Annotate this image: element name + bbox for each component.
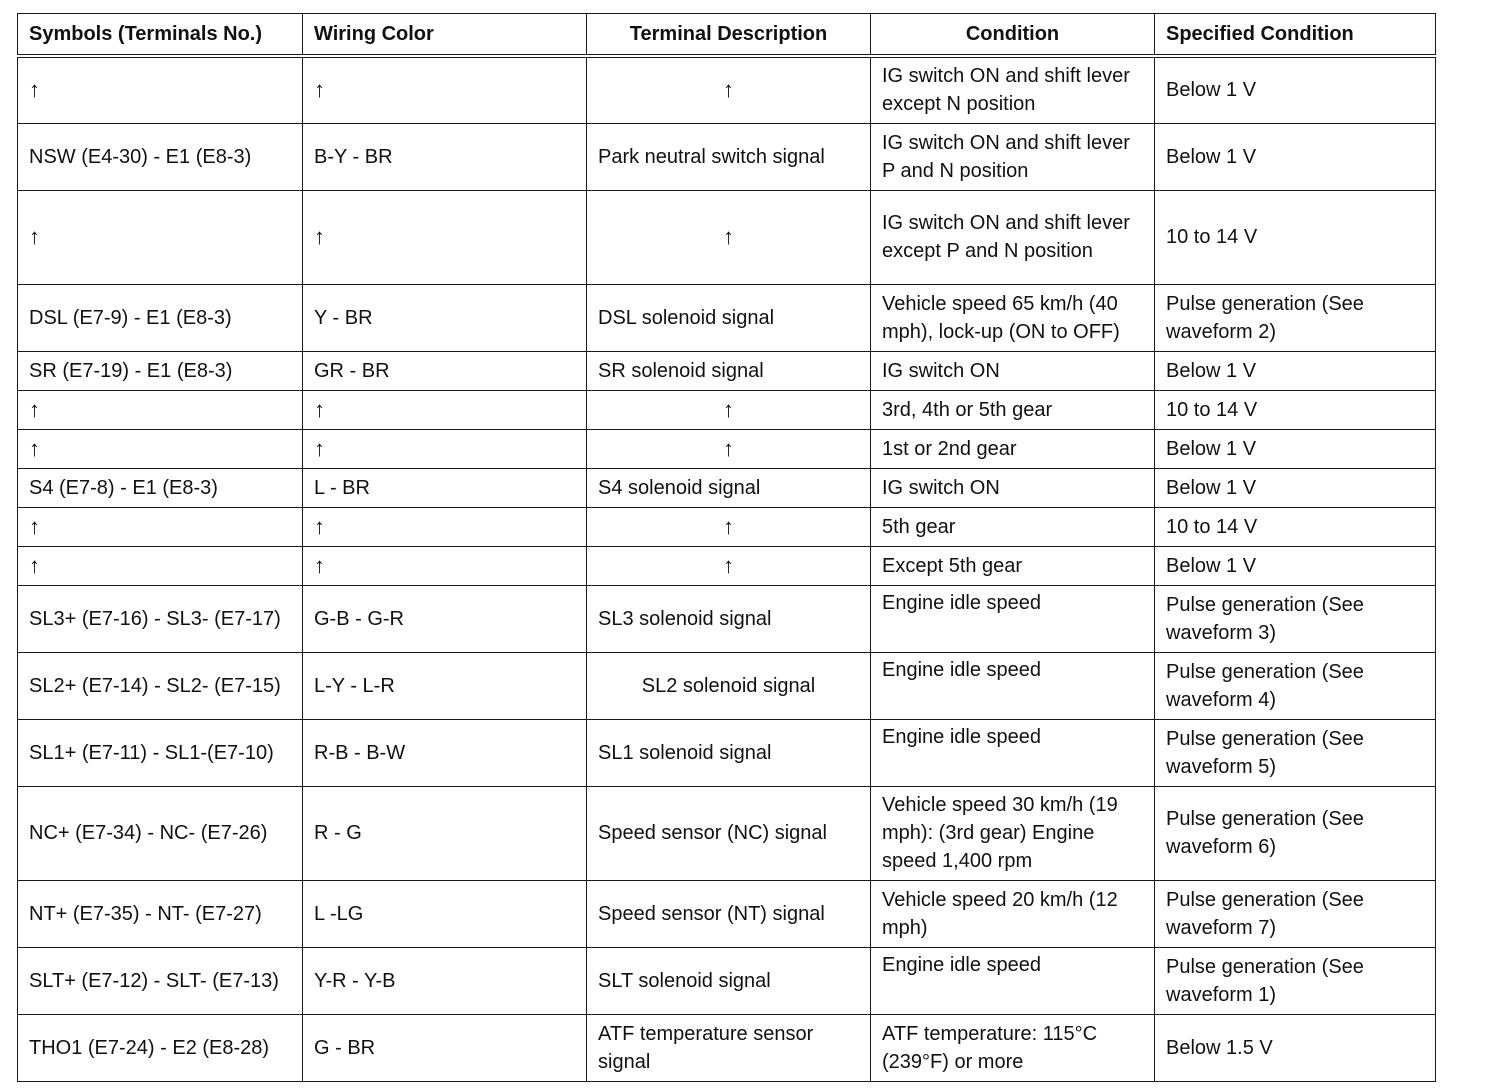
table-body <box>18 56 1436 1081</box>
table-row <box>18 719 1436 786</box>
wiring-color-cell: L-Y - L-R <box>303 652 587 719</box>
condition-cell: ATF temperature: 115°C (239°F) or more <box>871 1014 1155 1081</box>
condition-cell: IG switch ON <box>871 351 1155 390</box>
description-cell: SL2 solenoid signal <box>587 652 871 719</box>
symbol-cell: S4 (E7-8) - E1 (E8-3) <box>18 468 303 507</box>
table-row <box>18 546 1436 585</box>
table-row <box>18 190 1436 284</box>
specified-condition-cell: 10 to 14 V <box>1155 390 1436 429</box>
symbol-cell: SL3+ (E7-16) - SL3- (E7-17) <box>18 585 303 652</box>
description-cell: SLT solenoid signal <box>587 947 871 1014</box>
table-row <box>18 351 1436 390</box>
specified-condition-cell: Below 1 V <box>1155 123 1436 190</box>
symbol-cell: SR (E7-19) - E1 (E8-3) <box>18 351 303 390</box>
wiring-color-cell: G - BR <box>303 1014 587 1081</box>
condition-cell: Vehicle speed 20 km/h (12 mph) <box>871 880 1155 947</box>
condition-cell: Vehicle speed 30 km/h (19 mph): (3rd gear) Engine speed 1,400 rpm <box>871 786 1155 880</box>
condition-cell: Engine idle speed <box>871 585 1155 652</box>
specified-condition-cell: Pulse generation (See waveform 5) <box>1155 719 1436 786</box>
specified-condition-cell: Pulse generation (See waveform 1) <box>1155 947 1436 1014</box>
symbol-cell: NC+ (E7-34) - NC- (E7-26) <box>18 786 303 880</box>
wiring-color-cell: Y-R - Y-B <box>303 947 587 1014</box>
condition-cell: IG switch ON <box>871 468 1155 507</box>
description-cell: S4 solenoid signal <box>587 468 871 507</box>
wiring-color-cell: B-Y - BR <box>303 123 587 190</box>
header-terminal-description: Terminal Description <box>587 14 871 57</box>
specified-condition-cell: Pulse generation (See waveform 2) <box>1155 284 1436 351</box>
header-symbols: Symbols (Terminals No.) <box>18 14 303 57</box>
specified-condition-cell: Below 1 V <box>1155 56 1436 123</box>
specified-condition-cell: Pulse generation (See waveform 6) <box>1155 786 1436 880</box>
specified-condition-cell: Pulse generation (See waveform 4) <box>1155 652 1436 719</box>
symbol-cell: ↑ <box>18 190 303 284</box>
description-cell: ↑ <box>587 546 871 585</box>
condition-cell: Engine idle speed <box>871 719 1155 786</box>
condition-cell: 3rd, 4th or 5th gear <box>871 390 1155 429</box>
wiring-color-cell: R-B - B-W <box>303 719 587 786</box>
condition-cell: IG switch ON and shift lever P and N position <box>871 123 1155 190</box>
description-cell: ATF temperature sensor signal <box>587 1014 871 1081</box>
symbol-cell: NT+ (E7-35) - NT- (E7-27) <box>18 880 303 947</box>
description-cell: SR solenoid signal <box>587 351 871 390</box>
condition-cell: IG switch ON and shift lever except N position <box>871 56 1155 123</box>
header-wiring-color: Wiring Color <box>303 14 587 57</box>
table-row <box>18 652 1436 719</box>
condition-cell: 1st or 2nd gear <box>871 429 1155 468</box>
wiring-color-cell: ↑ <box>303 507 587 546</box>
wiring-color-cell: L - BR <box>303 468 587 507</box>
wiring-color-cell: ↑ <box>303 56 587 123</box>
specified-condition-cell: Pulse generation (See waveform 7) <box>1155 880 1436 947</box>
header-specified-condition: Specified Condition <box>1155 14 1436 57</box>
description-cell: SL1 solenoid signal <box>587 719 871 786</box>
table-row <box>18 1014 1436 1081</box>
table-row <box>18 429 1436 468</box>
table-row <box>18 468 1436 507</box>
wiring-color-cell: Y - BR <box>303 284 587 351</box>
description-cell: ↑ <box>587 390 871 429</box>
symbol-cell: NSW (E4-30) - E1 (E8-3) <box>18 123 303 190</box>
condition-cell: Engine idle speed <box>871 947 1155 1014</box>
symbol-cell: THO1 (E7-24) - E2 (E8-28) <box>18 1014 303 1081</box>
description-cell: ↑ <box>587 190 871 284</box>
specified-condition-cell: Pulse generation (See waveform 3) <box>1155 585 1436 652</box>
table-row <box>18 56 1436 123</box>
condition-cell: Vehicle speed 65 km/h (40 mph), lock-up (ON to OFF) <box>871 284 1155 351</box>
specified-condition-cell: Below 1 V <box>1155 546 1436 585</box>
specified-condition-cell: 10 to 14 V <box>1155 507 1436 546</box>
table-row <box>18 880 1436 947</box>
symbol-cell: ↑ <box>18 56 303 123</box>
wiring-color-cell: R - G <box>303 786 587 880</box>
wiring-color-cell: ↑ <box>303 190 587 284</box>
symbol-cell: SLT+ (E7-12) - SLT- (E7-13) <box>18 947 303 1014</box>
symbol-cell: SL2+ (E7-14) - SL2- (E7-15) <box>18 652 303 719</box>
symbol-cell: SL1+ (E7-11) - SL1-(E7-10) <box>18 719 303 786</box>
table-row <box>18 786 1436 880</box>
table-row <box>18 284 1436 351</box>
terminal-spec-table <box>17 13 1436 1082</box>
description-cell: Park neutral switch signal <box>587 123 871 190</box>
header-row <box>18 14 1436 57</box>
symbol-cell: ↑ <box>18 546 303 585</box>
description-cell: ↑ <box>587 56 871 123</box>
description-cell: Speed sensor (NC) signal <box>587 786 871 880</box>
description-cell: SL3 solenoid signal <box>587 585 871 652</box>
wiring-color-cell: ↑ <box>303 429 587 468</box>
table-row <box>18 390 1436 429</box>
table-row <box>18 507 1436 546</box>
condition-cell: IG switch ON and shift lever except P and N position <box>871 190 1155 284</box>
symbol-cell: ↑ <box>18 429 303 468</box>
specified-condition-cell: Below 1.5 V <box>1155 1014 1436 1081</box>
symbol-cell: ↑ <box>18 507 303 546</box>
description-cell: ↑ <box>587 429 871 468</box>
symbol-cell: DSL (E7-9) - E1 (E8-3) <box>18 284 303 351</box>
wiring-color-cell: L -LG <box>303 880 587 947</box>
wiring-color-cell: G-B - G-R <box>303 585 587 652</box>
wiring-color-cell: GR - BR <box>303 351 587 390</box>
condition-cell: 5th gear <box>871 507 1155 546</box>
specified-condition-cell: Below 1 V <box>1155 351 1436 390</box>
description-cell: ↑ <box>587 507 871 546</box>
wiring-color-cell: ↑ <box>303 546 587 585</box>
wiring-color-cell: ↑ <box>303 390 587 429</box>
specified-condition-cell: Below 1 V <box>1155 468 1436 507</box>
description-cell: Speed sensor (NT) signal <box>587 880 871 947</box>
table-row <box>18 123 1436 190</box>
specified-condition-cell: 10 to 14 V <box>1155 190 1436 284</box>
specified-condition-cell: Below 1 V <box>1155 429 1436 468</box>
condition-cell: Engine idle speed <box>871 652 1155 719</box>
description-cell: DSL solenoid signal <box>587 284 871 351</box>
table-row <box>18 585 1436 652</box>
table-row <box>18 947 1436 1014</box>
symbol-cell: ↑ <box>18 390 303 429</box>
table-header <box>18 14 1436 57</box>
condition-cell: Except 5th gear <box>871 546 1155 585</box>
header-condition: Condition <box>871 14 1155 57</box>
